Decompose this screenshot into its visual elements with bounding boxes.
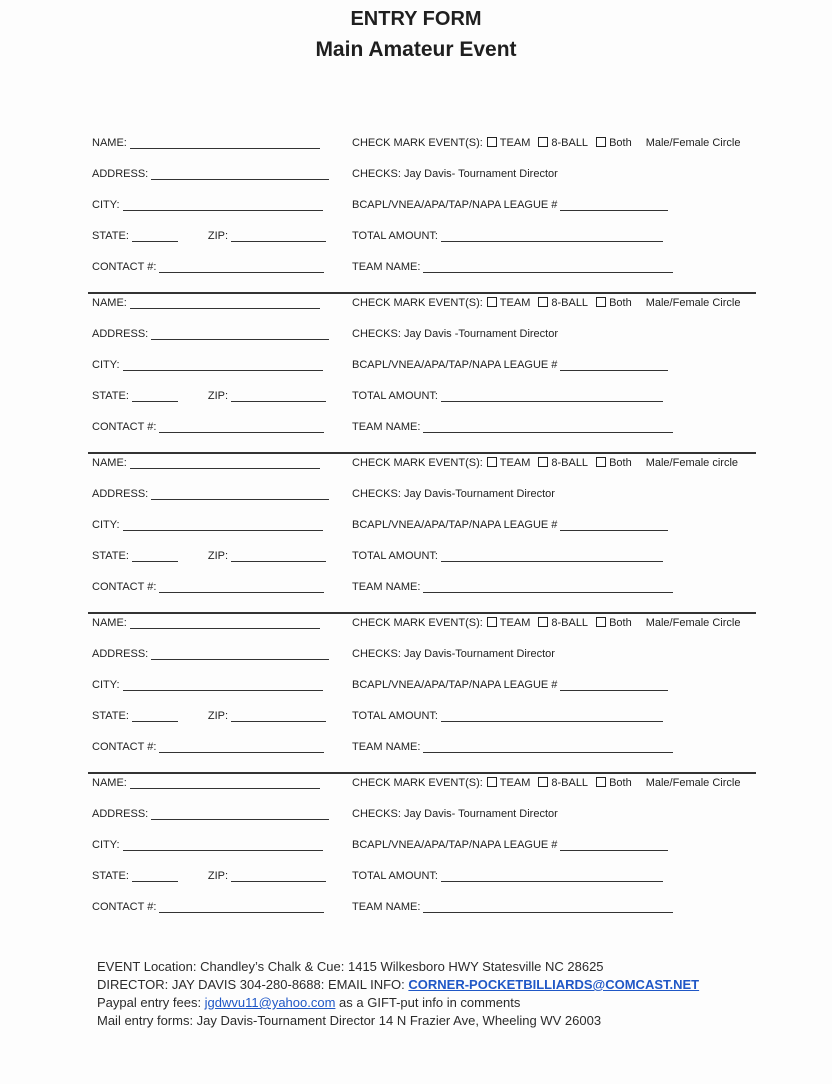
entry-row — [88, 808, 756, 828]
city-label: CITY: — [92, 679, 120, 691]
total-amount-field[interactable] — [441, 710, 663, 722]
8-ball-checkbox[interactable] — [538, 137, 548, 147]
name-field[interactable] — [130, 617, 320, 629]
name-field[interactable] — [130, 457, 320, 469]
name-field[interactable] — [130, 777, 320, 789]
address-field[interactable] — [151, 648, 329, 660]
male-female-circle-label[interactable]: Male/Female Circle — [645, 617, 741, 629]
entry-row — [88, 168, 756, 188]
name-field[interactable] — [130, 137, 320, 149]
name-label: NAME: — [92, 777, 127, 789]
checks-info: CHECKS: Jay Davis -Tournament Director — [352, 328, 559, 340]
event-check-label: CHECK MARK EVENT(S): — [352, 457, 483, 469]
city-field[interactable] — [123, 199, 323, 211]
team-name-field[interactable] — [423, 901, 673, 913]
8-ball-checkbox[interactable] — [538, 777, 548, 787]
opt-8ball-label: 8-BALL — [551, 777, 589, 789]
form-subtitle: Main Amateur Event — [315, 38, 517, 61]
zip-label: ZIP: — [207, 550, 229, 562]
city-label: CITY: — [92, 199, 120, 211]
event-check-label: CHECK MARK EVENT(S): — [352, 297, 483, 309]
left-column — [92, 679, 323, 691]
team-name-field[interactable] — [423, 261, 673, 273]
director-email-link[interactable]: CORNER-POCKETBILLIARDS@COMCAST.NET — [408, 977, 700, 992]
opt-both-label: Both — [609, 777, 632, 789]
address-label: ADDRESS: — [92, 168, 149, 180]
address-field[interactable] — [151, 328, 329, 340]
league-label: BCAPL/VNEA/APA/TAP/NAPA LEAGUE # — [352, 839, 558, 851]
right-column — [352, 839, 668, 851]
state-label: STATE: — [92, 710, 129, 722]
state-field[interactable] — [132, 710, 178, 722]
event-check-label: CHECK MARK EVENT(S): — [352, 617, 483, 629]
city-label: CITY: — [92, 839, 120, 851]
left-column — [92, 741, 324, 753]
address-field[interactable] — [151, 488, 329, 500]
zip-label: ZIP: — [207, 710, 229, 722]
left-column — [92, 390, 326, 402]
state-label: STATE: — [92, 230, 129, 242]
right-column — [352, 901, 673, 913]
name-label: NAME: — [92, 457, 127, 469]
team-name-label: TEAM NAME: — [352, 581, 421, 593]
total-amount-field[interactable] — [441, 390, 663, 402]
entry-row — [88, 648, 756, 668]
total-amount-label: TOTAL AMOUNT: — [352, 710, 438, 722]
right-column — [352, 168, 558, 180]
both-checkbox[interactable] — [596, 457, 606, 467]
right-column — [352, 261, 673, 273]
team-checkbox[interactable] — [487, 777, 497, 787]
left-column — [92, 870, 326, 882]
league-label: BCAPL/VNEA/APA/TAP/NAPA LEAGUE # — [352, 359, 558, 371]
checks-info: CHECKS: Jay Davis-Tournament Director — [352, 648, 555, 660]
opt-team-label: TEAM — [499, 297, 531, 309]
entry-row — [88, 870, 756, 890]
right-column — [352, 519, 668, 531]
address-label: ADDRESS: — [92, 488, 149, 500]
entry-row — [88, 488, 756, 508]
right-column — [352, 870, 663, 882]
right-column — [352, 421, 673, 433]
state-field[interactable] — [132, 230, 178, 242]
opt-team-label: TEAM — [499, 457, 531, 469]
opt-8ball-label: 8-BALL — [551, 617, 589, 629]
right-column — [352, 457, 738, 469]
both-checkbox[interactable] — [596, 777, 606, 787]
opt-8ball-label: 8-BALL — [551, 137, 589, 149]
entry-row — [88, 741, 756, 761]
event-check-label: CHECK MARK EVENT(S): — [352, 777, 483, 789]
zip-label: ZIP: — [207, 390, 229, 402]
state-label: STATE: — [92, 550, 129, 562]
left-column — [92, 901, 324, 913]
team-checkbox[interactable] — [487, 457, 497, 467]
left-column — [92, 199, 323, 211]
entry-block — [88, 452, 756, 614]
name-field[interactable] — [130, 297, 320, 309]
contact-field[interactable] — [159, 901, 324, 913]
left-column — [92, 137, 320, 149]
left-column — [92, 808, 329, 820]
contact-field[interactable] — [159, 421, 324, 433]
contact-label: CONTACT #: — [92, 581, 157, 593]
contact-label: CONTACT #: — [92, 901, 157, 913]
8-ball-checkbox[interactable] — [538, 617, 548, 627]
city-field[interactable] — [123, 839, 323, 851]
team-checkbox[interactable] — [487, 297, 497, 307]
state-field[interactable] — [132, 550, 178, 562]
name-label: NAME: — [92, 297, 127, 309]
entry-row — [88, 328, 756, 348]
league-number-field[interactable] — [560, 679, 668, 691]
right-column — [352, 328, 558, 340]
opt-team-label: TEAM — [499, 137, 531, 149]
male-female-circle-label[interactable]: Male/Female circle — [645, 457, 739, 469]
city-field[interactable] — [123, 679, 323, 691]
opt-8ball-label: 8-BALL — [551, 457, 589, 469]
opt-both-label: Both — [609, 297, 632, 309]
entry-block — [88, 132, 756, 294]
league-label: BCAPL/VNEA/APA/TAP/NAPA LEAGUE # — [352, 679, 558, 691]
entry-row — [88, 581, 756, 601]
entry-row — [88, 901, 756, 921]
left-column — [92, 230, 326, 242]
both-checkbox[interactable] — [596, 617, 606, 627]
right-column — [352, 359, 668, 371]
right-column — [352, 297, 740, 309]
paypal-text: Paypal entry fees: — [97, 995, 205, 1010]
right-column — [352, 679, 668, 691]
left-column — [92, 328, 329, 340]
city-field[interactable] — [123, 519, 323, 531]
opt-both-label: Both — [609, 137, 632, 149]
opt-both-label: Both — [609, 457, 632, 469]
opt-team-label: TEAM — [499, 617, 531, 629]
entry-row — [88, 710, 756, 730]
entry-block — [88, 292, 756, 454]
zip-field[interactable] — [231, 870, 326, 882]
entry-row — [88, 679, 756, 699]
event-info — [97, 958, 699, 1030]
left-column — [92, 421, 324, 433]
left-column — [92, 261, 324, 273]
team-name-field[interactable] — [423, 421, 673, 433]
left-column — [92, 168, 329, 180]
left-column — [92, 550, 326, 562]
zip-field[interactable] — [231, 710, 326, 722]
state-field[interactable] — [132, 870, 178, 882]
event-location: EVENT Location: Chandley’s Chalk & Cue: 1415 Wilkesboro HWY Statesville NC 28625 — [97, 959, 604, 974]
director-info — [97, 976, 699, 994]
left-column — [92, 488, 329, 500]
both-checkbox[interactable] — [596, 297, 606, 307]
team-checkbox[interactable] — [487, 137, 497, 147]
8-ball-checkbox[interactable] — [538, 457, 548, 467]
zip-field[interactable] — [231, 390, 326, 402]
total-amount-field[interactable] — [441, 230, 663, 242]
right-column — [352, 710, 663, 722]
address-label: ADDRESS: — [92, 648, 149, 660]
zip-label: ZIP: — [207, 870, 229, 882]
contact-field[interactable] — [159, 261, 324, 273]
left-column — [92, 839, 323, 851]
right-column — [352, 808, 558, 820]
entry-row — [88, 359, 756, 379]
entry-row — [88, 519, 756, 539]
male-female-circle-label[interactable]: Male/Female Circle — [645, 777, 741, 789]
total-amount-label: TOTAL AMOUNT: — [352, 870, 438, 882]
team-name-label: TEAM NAME: — [352, 421, 421, 433]
right-column — [352, 488, 555, 500]
mail-info: Mail entry forms: Jay Davis-Tournament Director 14 N Frazier Ave, Wheeling WV 26003 — [97, 1013, 602, 1028]
event-check-label: CHECK MARK EVENT(S): — [352, 137, 483, 149]
team-name-field[interactable] — [423, 741, 673, 753]
contact-field[interactable] — [159, 741, 324, 753]
state-label: STATE: — [92, 870, 129, 882]
entry-row — [88, 230, 756, 250]
entry-row — [88, 617, 756, 637]
opt-8ball-label: 8-BALL — [551, 297, 589, 309]
male-female-circle-label[interactable]: Male/Female Circle — [645, 137, 741, 149]
contact-label: CONTACT #: — [92, 421, 157, 433]
league-number-field[interactable] — [560, 359, 668, 371]
checks-info: CHECKS: Jay Davis-Tournament Director — [352, 488, 555, 500]
left-column — [92, 777, 320, 789]
left-column — [92, 648, 329, 660]
entry-row — [88, 137, 756, 157]
team-name-label: TEAM NAME: — [352, 261, 421, 273]
entry-row — [88, 457, 756, 477]
entry-block — [88, 612, 756, 774]
left-column — [92, 519, 323, 531]
entry-row — [88, 261, 756, 281]
league-number-field[interactable] — [560, 199, 668, 211]
total-amount-field[interactable] — [441, 870, 663, 882]
left-column — [92, 297, 320, 309]
left-column — [92, 710, 326, 722]
right-column — [352, 137, 740, 149]
right-column — [352, 581, 673, 593]
entry-row — [88, 777, 756, 797]
right-column — [352, 230, 663, 242]
entry-row — [88, 297, 756, 317]
total-amount-label: TOTAL AMOUNT: — [352, 230, 438, 242]
state-field[interactable] — [132, 390, 178, 402]
contact-field[interactable] — [159, 581, 324, 593]
entry-block — [88, 772, 756, 932]
checks-info: CHECKS: Jay Davis- Tournament Director — [352, 808, 558, 820]
paypal-info — [97, 994, 699, 1012]
league-label: BCAPL/VNEA/APA/TAP/NAPA LEAGUE # — [352, 199, 558, 211]
address-field[interactable] — [151, 808, 329, 820]
right-column — [352, 550, 663, 562]
team-name-field[interactable] — [423, 581, 673, 593]
right-column — [352, 199, 668, 211]
entry-row — [88, 421, 756, 441]
city-label: CITY: — [92, 359, 120, 371]
team-name-label: TEAM NAME: — [352, 901, 421, 913]
left-column — [92, 457, 320, 469]
league-number-field[interactable] — [560, 519, 668, 531]
entry-row — [88, 390, 756, 410]
right-column — [352, 741, 673, 753]
league-number-field[interactable] — [560, 839, 668, 851]
team-name-label: TEAM NAME: — [352, 741, 421, 753]
opt-both-label: Both — [609, 617, 632, 629]
team-checkbox[interactable] — [487, 617, 497, 627]
entry-row — [88, 199, 756, 219]
8-ball-checkbox[interactable] — [538, 297, 548, 307]
state-label: STATE: — [92, 390, 129, 402]
director-text: DIRECTOR: JAY DAVIS 304-280-8688: EMAIL INFO: — [97, 977, 409, 992]
total-amount-field[interactable] — [441, 550, 663, 562]
contact-label: CONTACT #: — [92, 741, 157, 753]
paypal-email-link[interactable]: jgdwvu11@yahoo.com — [204, 995, 336, 1010]
left-column — [92, 581, 324, 593]
right-column — [352, 390, 663, 402]
left-column — [92, 617, 320, 629]
address-label: ADDRESS: — [92, 808, 149, 820]
league-label: BCAPL/VNEA/APA/TAP/NAPA LEAGUE # — [352, 519, 558, 531]
checks-info: CHECKS: Jay Davis- Tournament Director — [352, 168, 558, 180]
right-column — [352, 777, 740, 789]
right-column — [352, 648, 555, 660]
address-field[interactable] — [151, 168, 329, 180]
both-checkbox[interactable] — [596, 137, 606, 147]
total-amount-label: TOTAL AMOUNT: — [352, 390, 438, 402]
right-column — [352, 617, 740, 629]
paypal-note: as a GIFT-put info in comments — [335, 995, 521, 1010]
left-column — [92, 359, 323, 371]
name-label: NAME: — [92, 617, 127, 629]
total-amount-label: TOTAL AMOUNT: — [352, 550, 438, 562]
opt-team-label: TEAM — [499, 777, 531, 789]
name-label: NAME: — [92, 137, 127, 149]
address-label: ADDRESS: — [92, 328, 149, 340]
zip-field[interactable] — [231, 550, 326, 562]
zip-label: ZIP: — [207, 230, 229, 242]
form-title: ENTRY FORM — [350, 8, 482, 30]
contact-label: CONTACT #: — [92, 261, 157, 273]
city-field[interactable] — [123, 359, 323, 371]
male-female-circle-label[interactable]: Male/Female Circle — [645, 297, 741, 309]
city-label: CITY: — [92, 519, 120, 531]
entry-row — [88, 550, 756, 570]
zip-field[interactable] — [231, 230, 326, 242]
entry-row — [88, 839, 756, 859]
